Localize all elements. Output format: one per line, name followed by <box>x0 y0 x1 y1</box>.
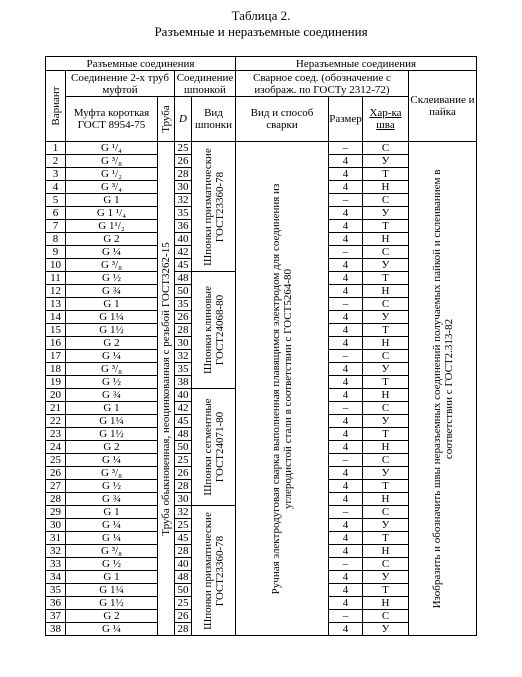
coupling-cell: G ½ <box>66 558 158 571</box>
coupling-cell: G ¼ <box>66 532 158 545</box>
seam-char-cell: У <box>363 519 409 532</box>
variant-cell: 16 <box>46 337 66 350</box>
d-cell: 45 <box>175 415 192 428</box>
seam-char-cell: Т <box>363 272 409 285</box>
coupling-cell: G 2 <box>66 233 158 246</box>
d-cell: 32 <box>175 350 192 363</box>
size-cell: 4 <box>329 389 363 402</box>
d-cell: 25 <box>175 519 192 532</box>
variant-cell: 23 <box>46 428 66 441</box>
d-cell: 35 <box>175 207 192 220</box>
seam-char-cell: Н <box>363 181 409 194</box>
coupling-cell: G 1 ¹/₄ <box>66 207 158 220</box>
key-type-group-cell: Шпонки призматические ГОСТ23360-78 <box>192 506 236 636</box>
size-cell: 4 <box>329 363 363 376</box>
coupling-cell: G ¼ <box>66 246 158 259</box>
coupling-cell: G ³/₄ <box>66 181 158 194</box>
coupling-cell: G ³/₈ <box>66 467 158 480</box>
variant-cell: 9 <box>46 246 66 259</box>
size-cell: – <box>329 194 363 207</box>
size-cell: 4 <box>329 285 363 298</box>
variant-cell: 8 <box>46 233 66 246</box>
variant-cell: 4 <box>46 181 66 194</box>
coupling-cell: G ¾ <box>66 389 158 402</box>
d-cell: 30 <box>175 181 192 194</box>
size-cell: 4 <box>329 272 363 285</box>
d-cell: 50 <box>175 285 192 298</box>
d-cell: 36 <box>175 220 192 233</box>
seam-char-cell: У <box>363 571 409 584</box>
seam-char-cell: Т <box>363 376 409 389</box>
detachable-header: Разъемные соединения <box>46 57 236 71</box>
variant-cell: 32 <box>46 545 66 558</box>
size-cell: 4 <box>329 597 363 610</box>
coupling-cell: G 1½ <box>66 428 158 441</box>
variant-cell: 26 <box>46 467 66 480</box>
two-pipes-header: Соединение 2-х труб муфтой <box>66 71 175 97</box>
variant-cell: 12 <box>46 285 66 298</box>
coupling-cell: G 1¼ <box>66 311 158 324</box>
d-cell: 28 <box>175 168 192 181</box>
variant-cell: 1 <box>46 142 66 155</box>
variant-cell: 3 <box>46 168 66 181</box>
coupling-cell: G ¼ <box>66 454 158 467</box>
size-cell: 4 <box>329 545 363 558</box>
d-cell: 28 <box>175 623 192 636</box>
d-cell: 35 <box>175 363 192 376</box>
size-cell: – <box>329 246 363 259</box>
size-cell: 4 <box>329 480 363 493</box>
seam-char-cell: Т <box>363 584 409 597</box>
d-cell: 28 <box>175 480 192 493</box>
seam-char-cell: У <box>363 415 409 428</box>
variant-cell: 2 <box>46 155 66 168</box>
size-cell: 4 <box>329 441 363 454</box>
coupling-cell: G 2 <box>66 441 158 454</box>
d-cell: 45 <box>175 259 192 272</box>
size-cell: – <box>329 402 363 415</box>
seam-char-cell: С <box>363 454 409 467</box>
size-cell: 4 <box>329 324 363 337</box>
d-cell: 30 <box>175 337 192 350</box>
seam-char-cell: С <box>363 194 409 207</box>
d-cell: 35 <box>175 298 192 311</box>
coupling-cell: G 1¹/₂ <box>66 220 158 233</box>
seam-char-cell: Н <box>363 597 409 610</box>
variant-cell: 13 <box>46 298 66 311</box>
connections-table <box>45 56 477 636</box>
size-cell: 4 <box>329 623 363 636</box>
seam-char-cell: У <box>363 363 409 376</box>
variant-cell: 25 <box>46 454 66 467</box>
coupling-cell: G ½ <box>66 480 158 493</box>
size-cell: 4 <box>329 233 363 246</box>
coupling-cell: G ¼ <box>66 623 158 636</box>
d-cell: 30 <box>175 493 192 506</box>
d-cell: 50 <box>175 441 192 454</box>
variant-cell: 28 <box>46 493 66 506</box>
d-cell: 38 <box>175 376 192 389</box>
variant-cell: 29 <box>46 506 66 519</box>
variant-cell: 6 <box>46 207 66 220</box>
coupling-cell: G ¼ <box>66 350 158 363</box>
variant-cell: 19 <box>46 376 66 389</box>
seam-char-cell: У <box>363 259 409 272</box>
variant-cell: 18 <box>46 363 66 376</box>
variant-cell: 10 <box>46 259 66 272</box>
size-cell: – <box>329 506 363 519</box>
variant-cell: 24 <box>46 441 66 454</box>
variant-cell: 36 <box>46 597 66 610</box>
variant-cell: 37 <box>46 610 66 623</box>
size-cell: 4 <box>329 207 363 220</box>
size-cell: 4 <box>329 584 363 597</box>
key-type-header: Вид шпонки <box>192 97 236 142</box>
size-cell: – <box>329 142 363 155</box>
seam-char-cell: С <box>363 298 409 311</box>
d-cell: 26 <box>175 610 192 623</box>
d-cell: 48 <box>175 571 192 584</box>
coupling-header: Муфта короткая ГОСТ 8954-75 <box>66 97 158 142</box>
variant-cell: 7 <box>46 220 66 233</box>
size-cell: 4 <box>329 519 363 532</box>
seam-char-cell: Т <box>363 324 409 337</box>
variant-cell: 27 <box>46 480 66 493</box>
size-cell: 4 <box>329 415 363 428</box>
variant-cell: 22 <box>46 415 66 428</box>
seam-char-cell: С <box>363 350 409 363</box>
seam-char-cell: С <box>363 506 409 519</box>
weld-method-header: Вид и способ сварки <box>236 97 329 142</box>
d-cell: 40 <box>175 558 192 571</box>
seam-char-cell: Н <box>363 493 409 506</box>
seam-char-cell: Т <box>363 480 409 493</box>
d-cell: 32 <box>175 194 192 207</box>
size-cell: – <box>329 454 363 467</box>
seam-char-cell: С <box>363 402 409 415</box>
d-cell: 42 <box>175 246 192 259</box>
coupling-cell: G ½ <box>66 272 158 285</box>
variant-header: Вариант <box>46 71 66 142</box>
coupling-cell: G ¾ <box>66 493 158 506</box>
seam-char-header: Хар-ка шва <box>363 97 409 142</box>
seam-char-cell: Н <box>363 337 409 350</box>
variant-cell: 35 <box>46 584 66 597</box>
coupling-cell: G ³/₈ <box>66 363 158 376</box>
coupling-cell: G 1 <box>66 298 158 311</box>
size-cell: 4 <box>329 311 363 324</box>
size-cell: – <box>329 298 363 311</box>
table-caption-title: Разъемные и неразъемные соединения <box>154 24 368 39</box>
pipe-header: Труба <box>158 97 175 142</box>
d-cell: 28 <box>175 324 192 337</box>
key-type-group-cell: Шпонки сегментные ГОСТ24071-80 <box>192 389 236 506</box>
size-cell: – <box>329 558 363 571</box>
d-cell: 26 <box>175 311 192 324</box>
size-cell: 4 <box>329 168 363 181</box>
coupling-cell: G ¾ <box>66 285 158 298</box>
coupling-cell: G 1 <box>66 402 158 415</box>
variant-cell: 11 <box>46 272 66 285</box>
coupling-cell: G ¼ <box>66 519 158 532</box>
d-cell: 25 <box>175 142 192 155</box>
seam-char-cell: Т <box>363 168 409 181</box>
coupling-cell: G 1 <box>66 571 158 584</box>
pipe-merged-cell: Труба обыкновенная, неоцинкованная с резьбой ГОСТ3262-15 <box>158 142 175 636</box>
coupling-cell: G 1 <box>66 506 158 519</box>
size-cell: 4 <box>329 155 363 168</box>
seam-char-cell: С <box>363 610 409 623</box>
seam-char-cell: Н <box>363 441 409 454</box>
coupling-cell: G 1½ <box>66 597 158 610</box>
size-cell: – <box>329 610 363 623</box>
coupling-cell: G ³/₈ <box>66 259 158 272</box>
seam-char-cell: Н <box>363 389 409 402</box>
variant-cell: 15 <box>46 324 66 337</box>
coupling-cell: G ¹/₂ <box>66 168 158 181</box>
weld-method-merged-cell: Ручная электродуговая сварка выполненная плавящимся электродом для соединения из углеродистой стали в соответствии с ГОСТ5264-80 <box>236 142 329 636</box>
size-cell: – <box>329 350 363 363</box>
size-cell: 4 <box>329 428 363 441</box>
key-connection-header: Соединение шпонкой <box>175 71 236 97</box>
coupling-cell: G 1 <box>66 194 158 207</box>
d-cell: 40 <box>175 389 192 402</box>
coupling-cell: G ¹/₄ <box>66 142 158 155</box>
seam-char-cell: Н <box>363 545 409 558</box>
variant-cell: 30 <box>46 519 66 532</box>
variant-cell: 20 <box>46 389 66 402</box>
size-cell: 4 <box>329 467 363 480</box>
seam-char-cell: С <box>363 142 409 155</box>
d-cell: 48 <box>175 428 192 441</box>
seam-char-cell: Т <box>363 532 409 545</box>
d-cell: 48 <box>175 272 192 285</box>
seam-char-cell: С <box>363 246 409 259</box>
d-cell: 25 <box>175 597 192 610</box>
variant-cell: 34 <box>46 571 66 584</box>
variant-cell: 5 <box>46 194 66 207</box>
size-cell: 4 <box>329 337 363 350</box>
seam-char-cell: Н <box>363 285 409 298</box>
d-cell: 25 <box>175 454 192 467</box>
variant-cell: 38 <box>46 623 66 636</box>
d-cell: 42 <box>175 402 192 415</box>
coupling-cell: G ½ <box>66 376 158 389</box>
coupling-cell: G 1¼ <box>66 415 158 428</box>
coupling-cell: G 1½ <box>66 324 158 337</box>
coupling-cell: G 2 <box>66 610 158 623</box>
d-cell: 26 <box>175 467 192 480</box>
seam-char-cell: У <box>363 623 409 636</box>
seam-char-cell: У <box>363 155 409 168</box>
variant-cell: 14 <box>46 311 66 324</box>
seam-char-cell: У <box>363 207 409 220</box>
d-header: D <box>175 97 192 142</box>
size-cell: 4 <box>329 532 363 545</box>
variant-cell: 21 <box>46 402 66 415</box>
size-header: Размер <box>329 97 363 142</box>
coupling-cell: G 1¼ <box>66 584 158 597</box>
variant-cell: 17 <box>46 350 66 363</box>
size-cell: 4 <box>329 571 363 584</box>
table-row <box>46 142 477 155</box>
weld-header: Сварное соед. (обозначение с изображ. по ГОСТу 2312-72) <box>236 71 409 97</box>
glue-header: Склеивание и пайка <box>409 71 477 142</box>
d-cell: 40 <box>175 233 192 246</box>
seam-char-cell: У <box>363 467 409 480</box>
size-cell: 4 <box>329 220 363 233</box>
seam-char-cell: Т <box>363 428 409 441</box>
variant-cell: 31 <box>46 532 66 545</box>
coupling-cell: G ³/₈ <box>66 155 158 168</box>
permanent-header: Неразъемные соединения <box>236 57 477 71</box>
size-cell: 4 <box>329 376 363 389</box>
variant-cell: 33 <box>46 558 66 571</box>
size-cell: 4 <box>329 259 363 272</box>
d-cell: 45 <box>175 532 192 545</box>
size-cell: 4 <box>329 181 363 194</box>
seam-char-cell: У <box>363 311 409 324</box>
seam-char-cell: С <box>363 558 409 571</box>
key-type-group-cell: Шпонки клиновые ГОСТ24068-80 <box>192 272 236 389</box>
seam-char-cell: Т <box>363 220 409 233</box>
d-cell: 28 <box>175 545 192 558</box>
size-cell: 4 <box>329 493 363 506</box>
glue-merged-cell: Изобразить и обозначить швы неразъемных соединений получаемых пайкой и склеиванием в соответствии с ГОСТ2.313-82 <box>409 142 477 636</box>
d-cell: 32 <box>175 506 192 519</box>
table-caption-number: Таблица 2. <box>231 8 291 23</box>
d-cell: 50 <box>175 584 192 597</box>
key-type-group-cell: Шпонки призматические ГОСТ23360-78 <box>192 142 236 272</box>
d-cell: 26 <box>175 155 192 168</box>
coupling-cell: G ³/₈ <box>66 545 158 558</box>
seam-char-cell: Н <box>363 233 409 246</box>
coupling-cell: G 2 <box>66 337 158 350</box>
